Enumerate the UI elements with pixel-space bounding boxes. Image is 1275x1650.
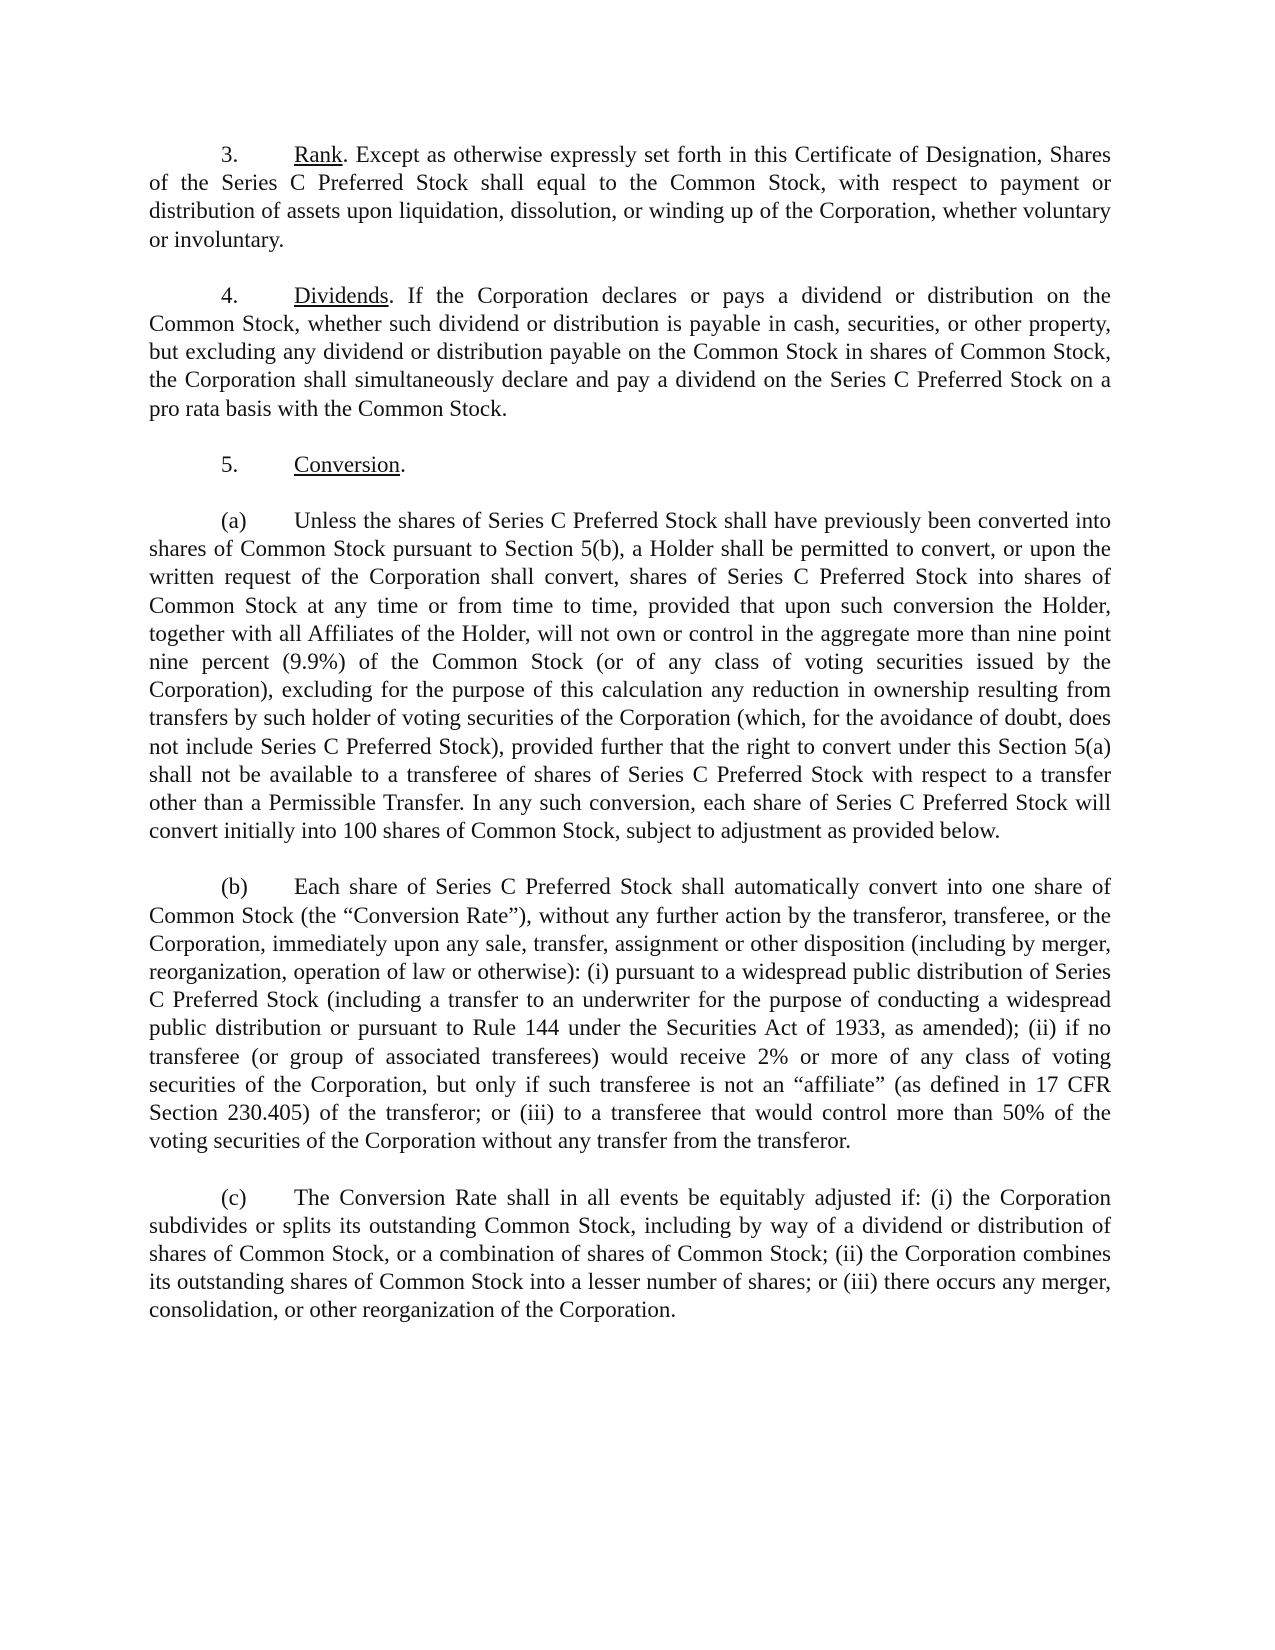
subsection-a-label: (a) (221, 508, 247, 534)
section-4-heading: Dividends (294, 282, 389, 308)
subsection-b-body: Each share of Series C Preferred Stock shall automatically convert into one share of Common Stock (the “Conversion Rate”), without any further action by the transferor, transferee, or the Corporation, immediately upon any sale, transfer, assignment or other disposition (including by merger, reorganization, operation of law or otherwise): (i) pursuant to a widespread public distribution of Series C Preferred Stock (including a transfer to an underwriter for the purpose of conducting a widespread public distribution or pursuant to Rule 144 under the Securities Act of 1933, as amended); (ii) if no transferee (or group of associated transferees) would receive 2% or more of any class of voting securities of the Corporation, but only if such transferee is not an “affiliate” (as defined in 17 CFR Section 230.405) of the transferor; or (iii) to a transferee that would control more than 50% of the voting securities of the Corporation without any transfer from the transferor. (149, 874, 1111, 1154)
subsection-a-body: Unless the shares of Series C Preferred Stock shall have previously been converted into shares of Common Stock pursuant to Section 5(b), a Holder shall be permitted to convert, or upon the written request of the Corporation shall convert, shares of Series C Preferred Stock into shares of Common Stock at any time or from time to time, provided that upon such conversion the Holder, together with all Affiliates of the Holder, will not own or control in the aggregate more than nine point nine percent (9.9%) of the Common Stock (or of any class of voting securities issued by the Corporation), excluding for the purpose of this calculation any reduction in ownership resulting from transfers by such holder of voting securities of the Corporation (which, for the avoidance of doubt, does not include Series C Preferred Stock), provided further that the right to convert under this Section 5(a) shall not be available to a transferee of shares of Series C Preferred Stock with respect to a transfer other than a Permissible Transfer. In any such conversion, each share of Series C Preferred Stock will convert initially into 100 shares of Common Stock, subject to adjustment as provided below. (149, 508, 1111, 844)
subsection-b-paragraph (149, 873, 1111, 1155)
subsection-c-body: The Conversion Rate shall in all events be equitably adjusted if: (i) the Corporation subdivides or splits its outstanding Common Stock, including by way of a dividend or distribution of shares of Common Stock, or a combination of shares of Common Stock; (ii) the Corporation combines its outstanding shares of Common Stock into a lesser number of shares; or (iii) there occurs any merger, consolidation, or other reorganization of the Corporation. (149, 1184, 1111, 1323)
subsection-a-paragraph (149, 507, 1111, 845)
section-3-paragraph (149, 141, 1111, 254)
subsection-c-paragraph (149, 1184, 1111, 1325)
section-5-heading-suffix: . (400, 451, 406, 477)
section-4-number: 4. (221, 282, 239, 308)
section-3-heading: Rank (294, 142, 343, 167)
section-4-paragraph (149, 282, 1111, 423)
section-3-number: 3. (221, 142, 239, 167)
section-5-heading: Conversion (294, 451, 401, 477)
document-page (149, 141, 1111, 1353)
section-4-body: . If the Corporation declares or pays a dividend or distribution on the Common Stock, whether such dividend or distribution is payable in cash, securities, or other property, but excluding any dividend or distribution payable on the Common Stock in shares of Common Stock, the Corporation shall simultaneously declare and pay a dividend on the Series C Preferred Stock on a pro rata basis with the Common Stock. (149, 282, 1111, 421)
subsection-b-label: (b) (221, 874, 248, 900)
section-3-body: . Except as otherwise expressly set forth in this Certificate of Designation, Shares of the Series C Preferred Stock shall equal to the Common Stock, with respect to payment or distribution of assets upon liquidation, dissolution, or winding up of the Corporation, whether voluntary or involuntary. (149, 142, 1111, 252)
section-5-number: 5. (221, 451, 239, 477)
section-5-paragraph (149, 451, 1111, 479)
subsection-c-label: (c) (221, 1184, 247, 1210)
